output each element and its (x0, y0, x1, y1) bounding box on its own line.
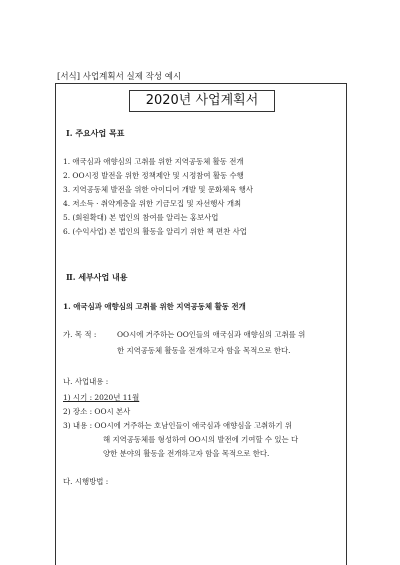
content-item-2: 2) 장소 : OO시 본사 (63, 407, 131, 416)
content-item-3-cont-2: 양한 분야의 활동을 전개하고자 함을 목적으로 한다. (103, 449, 270, 458)
purpose-line-2: 한 지역공동체 활동을 전개하고자 함을 목적으로 한다. (117, 346, 291, 355)
method-label: 다. 시행방법 : (63, 477, 109, 486)
document-frame (55, 83, 347, 565)
goal-item-3: 3. 지역공동체 발전을 위한 아이디어 개발 및 문화체육 행사 (63, 185, 254, 194)
purpose-line-1: OO시에 거주하는 OO인들의 애국심과 애향심의 고취를 위 (117, 330, 306, 339)
purpose-label: 가. 목 적 : (63, 330, 97, 339)
content-item-3: 3) 내용 : OO시에 거주하는 호남인들이 애국심과 애향심을 고취하기 위 (63, 421, 292, 430)
goal-item-1: 1. 애국심과 애향심의 고취를 위한 지역공동체 활동 전개 (63, 157, 244, 166)
detail-sub-heading: 1. 애국심과 애향심의 고취를 위한 지역공동체 활동 전개 (63, 302, 246, 311)
content-label: 나. 사업내용 : (63, 377, 109, 386)
goal-item-6: 6. (수익사업) 본 법인의 활동을 알리기 위한 책 편찬 사업 (63, 227, 247, 236)
content-item-3-cont-1: 해 지역공동체를 형성하여 OO시의 발전에 기여할 수 있는 다 (103, 435, 299, 444)
form-caption: [서식] 사업계획서 실제 작성 예시 (57, 72, 182, 82)
goal-item-5: 5. (회원확대) 본 법인의 참여를 알리는 홍보사업 (63, 213, 219, 222)
section-2-heading: Ⅱ. 세부사업 내용 (66, 272, 128, 282)
goal-item-4: 4. 저소득 · 취약계층을 위한 기금모집 및 자선행사 개최 (63, 199, 242, 208)
section-1-heading: Ⅰ. 주요사업 목표 (66, 128, 125, 138)
document-title: 2020년 사업계획서 (129, 90, 275, 112)
content-item-1: 1) 시기 : 2020년 11월 (63, 393, 140, 402)
goal-item-2: 2. OO시정 발전을 위한 정책제안 및 시정참여 활동 수행 (63, 171, 244, 180)
